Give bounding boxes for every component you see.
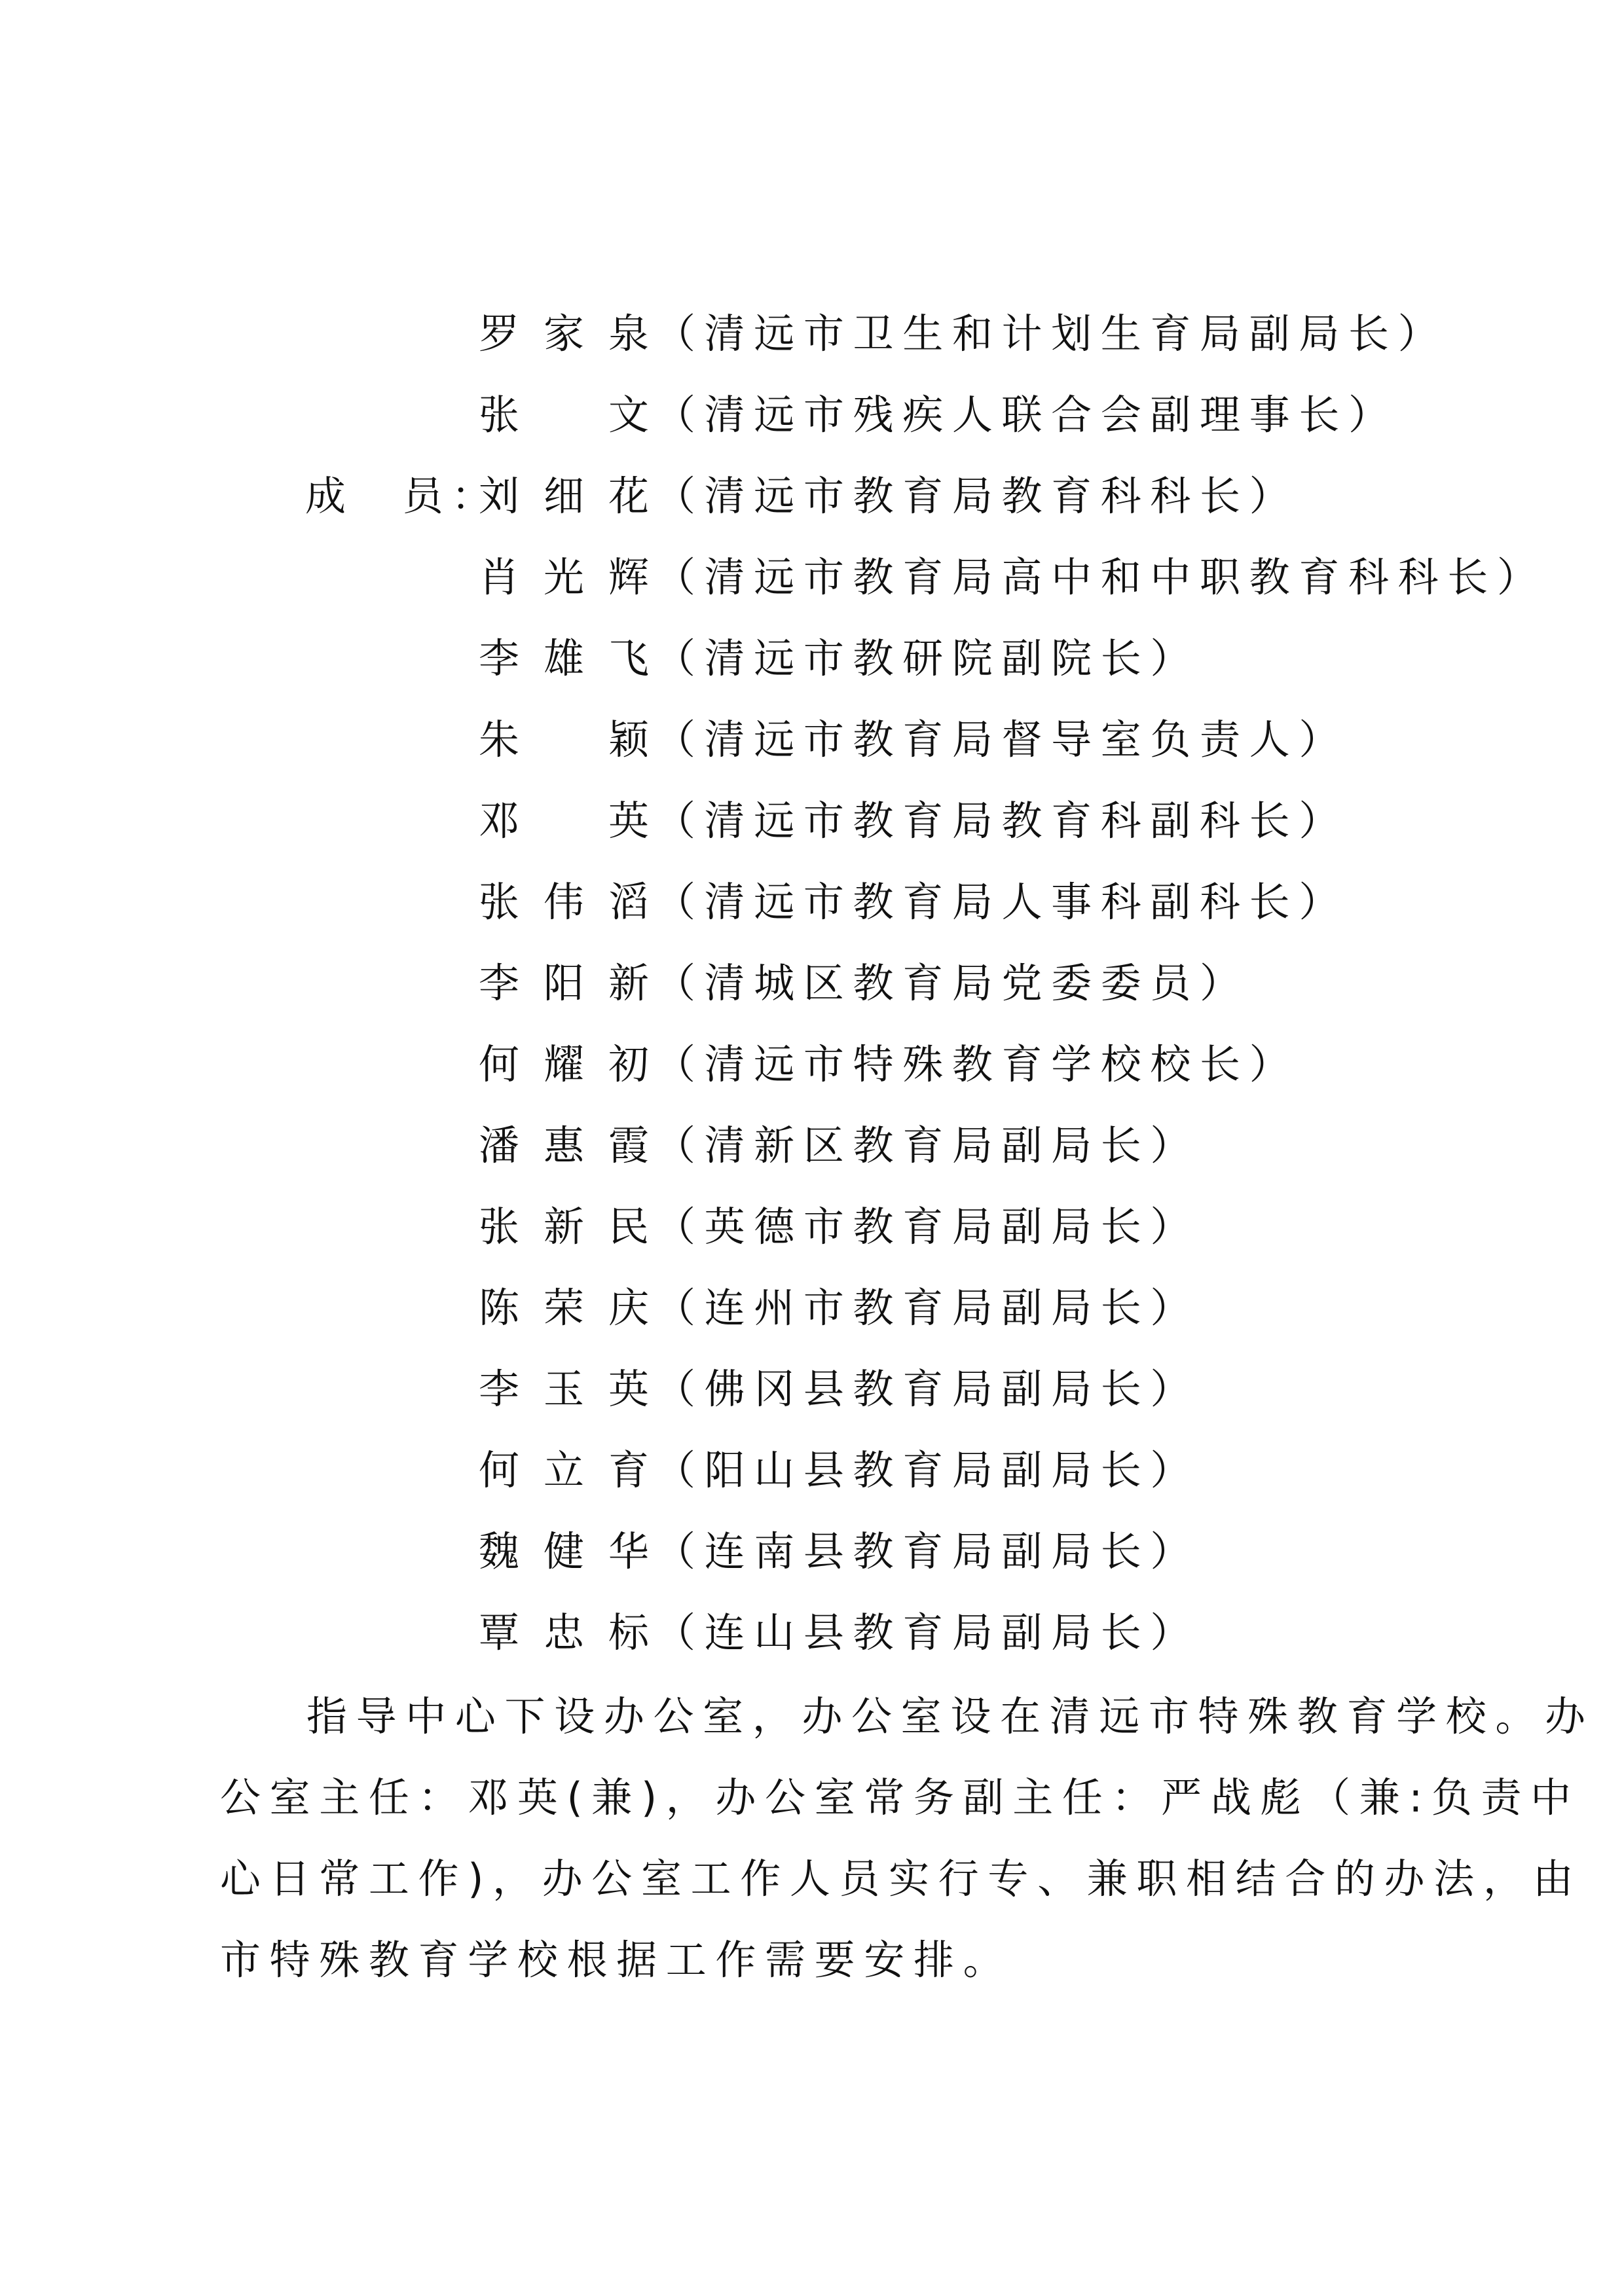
member-title: （连南县教育局副局长）: [655, 1527, 1200, 1575]
member-name: 何立育: [479, 1446, 649, 1494]
paragraph-line: 公室主任：邓英(兼)，办公室常务副主任：严战彪（兼:负责中: [220, 1774, 1580, 1821]
paragraph-line: 指导中心下设办公室，办公室设在清远市特殊教育学校。办: [306, 1692, 1595, 1740]
member-name: 朱 颖: [479, 716, 649, 763]
member-title: （阳山县教育局副局长）: [655, 1446, 1200, 1494]
list-item: [0, 1024, 1624, 1105]
member-name: 邓 英: [479, 797, 649, 845]
list-item: [0, 862, 1624, 943]
list-item: [0, 943, 1624, 1024]
member-title: （佛冈县教育局副局长）: [655, 1365, 1200, 1413]
list-item: [0, 1105, 1624, 1186]
member-title: （清新区教育局副局长）: [655, 1121, 1200, 1169]
member-name: 张伟滔: [479, 878, 649, 926]
member-name: 张新民: [479, 1203, 649, 1250]
list-item: [0, 293, 1624, 374]
member-title: （清远市教育局教育科科长）: [655, 472, 1299, 520]
members-role-label: 成 员：: [305, 472, 500, 520]
member-title: （清远市特殊教育学校校长）: [655, 1040, 1299, 1088]
list-item: [0, 618, 1624, 699]
office-paragraph: [220, 1676, 1595, 2001]
member-title: （清城区教育局党委委员）: [655, 959, 1249, 1007]
member-title: （清远市教研院副院长）: [655, 634, 1200, 682]
member-name: 覃忠标: [479, 1609, 649, 1656]
list-item: [0, 1430, 1624, 1511]
list-item: [0, 374, 1624, 456]
member-name: 肖光辉: [479, 553, 649, 601]
member-name: 刘细花: [479, 472, 649, 520]
member-name: 李玉英: [479, 1365, 649, 1413]
paragraph-line: 市特殊教育学校根据工作需要安排。: [220, 1936, 1013, 1984]
list-item: [0, 456, 1624, 537]
list-item: [0, 1511, 1624, 1592]
list-item: [0, 1349, 1624, 1430]
list-item: [0, 699, 1624, 780]
member-title: （清远市教育局人事科副科长）: [655, 878, 1348, 926]
list-item: [0, 537, 1624, 618]
member-name: 何耀初: [479, 1040, 649, 1088]
member-name: 罗家泉: [479, 310, 649, 357]
member-title: （清远市卫生和计划生育局副局长）: [655, 310, 1448, 357]
list-item: [0, 1186, 1624, 1267]
member-title: （英德市教育局副局长）: [655, 1203, 1200, 1250]
member-name: 魏健华: [479, 1527, 649, 1575]
member-title: （清远市教育局教育科副科长）: [655, 797, 1348, 845]
member-title: （清远市教育局高中和中职教育科科长）: [655, 553, 1547, 601]
member-name: 李雄飞: [479, 634, 649, 682]
member-title: （连山县教育局副局长）: [655, 1609, 1200, 1656]
member-title: （连州市教育局副局长）: [655, 1284, 1200, 1332]
list-item: [0, 1592, 1624, 1673]
member-name: 张 文: [479, 391, 649, 439]
member-name: 李阳新: [479, 959, 649, 1007]
list-item: [0, 1267, 1624, 1349]
member-name: 潘惠霞: [479, 1121, 649, 1169]
member-name: 陈荣庆: [479, 1284, 649, 1332]
list-item: [0, 780, 1624, 862]
member-title: （清远市教育局督导室负责人）: [655, 716, 1348, 763]
paragraph-line: 心日常工作)，办公室工作人员实行专、兼职相结合的办法，由: [220, 1855, 1583, 1903]
member-title: （清远市残疾人联合会副理事长）: [655, 391, 1398, 439]
